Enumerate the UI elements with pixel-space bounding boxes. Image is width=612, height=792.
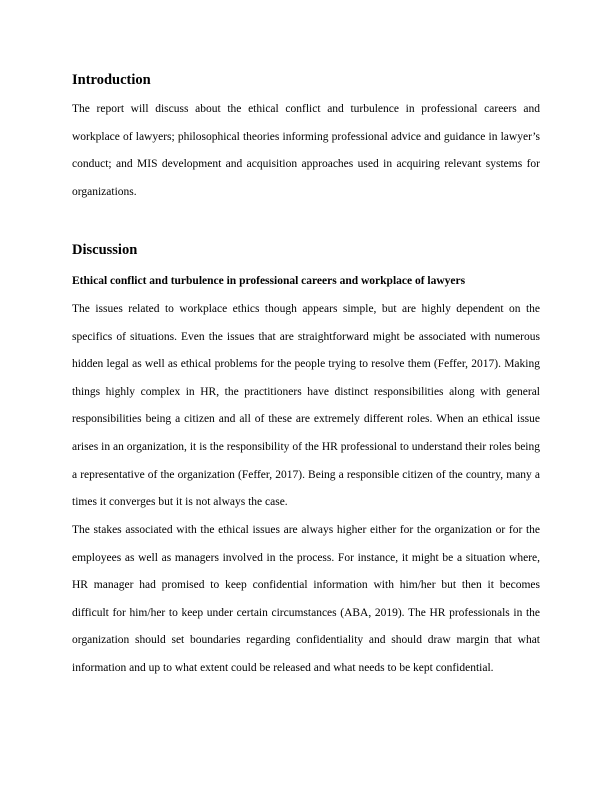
discussion-paragraph-2: The stakes associated with the ethical issues are always higher either for the organization or for the employees as well as managers involved in the process. For instance, it might be a situation where, HR manager had promised to keep confidential information with him/her but then it becomes difficult for him/her to keep under certain circumstances (ABA, 2019). The HR professionals in the organization should set boundaries regarding confidentiality and should draw margin that what information and up to what extent could be released and what needs to be kept confidential. (72, 524, 540, 674)
ethical-conflict-subheading: Ethical conflict and turbulence in professional careers and workplace of lawyers (72, 275, 466, 287)
discussion-paragraph-1: The issues related to workplace ethics though appears simple, but are highly dependent on the specifics of situations. Even the issues that are straightforward might be associated with numerous hidden legal as well as ethical problems for the people trying to resolve them (Feffer, 2017). Making things highly complex in HR, the practitioners have distinct responsibilities along with general responsibilities being a citizen and all of these are extremely different roles. When an ethical issue arises in an organization, it is the responsibility of the HR professional to understand their roles being a representative of the organization (Feffer, 2017). Being a responsible citizen of the country, many a times it converges but it is not always the case. (72, 303, 540, 509)
introduction-heading: Introduction (72, 72, 151, 88)
discussion-heading: Discussion (72, 242, 138, 258)
introduction-paragraph: The report will discuss about the ethical conflict and turbulence in professional careers and workplace of lawyers; philosophical theories informing professional advice and guidance in lawyer’s conduct; and MIS development and acquisition approaches used in acquiring relevant systems for organizations. (72, 103, 540, 198)
